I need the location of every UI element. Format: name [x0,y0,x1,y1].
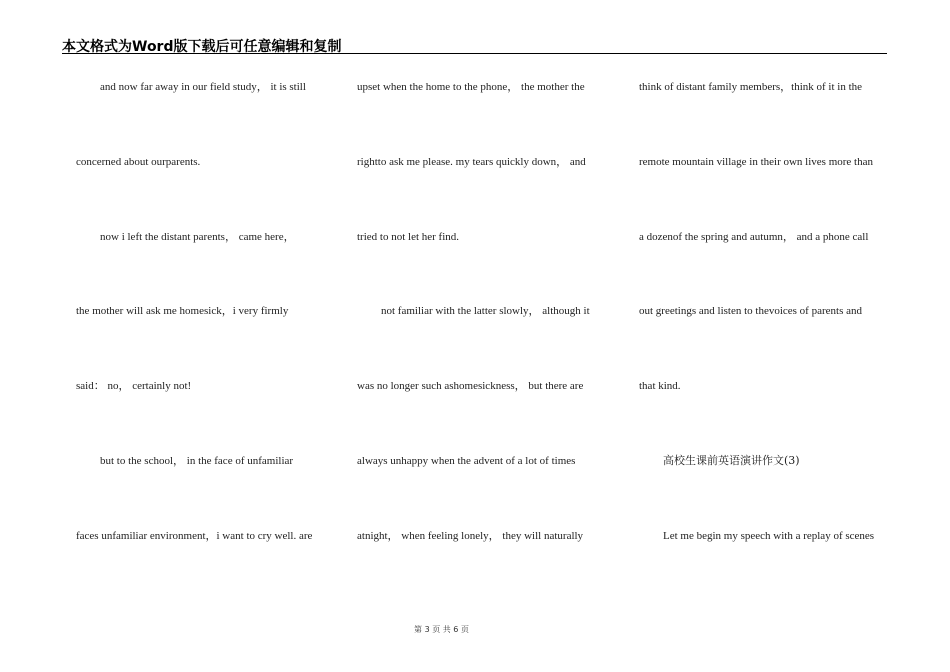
text-line: the mother will ask me homesick，i very firmly [76,305,289,317]
text-line: now i left the distant parents， came here， [100,231,295,243]
text-line: think of distant family members，think of it in the [639,81,863,93]
text-line: remote mountain village in their own lives more than [639,156,873,168]
text-line: and now far away in our field study， it is still [100,81,306,93]
text-line: tried to not let her find. [357,231,460,243]
text-line: atnight， when feeling lonely， they will naturally [357,530,584,542]
text-line: rightto ask me please. my tears quickly down， and [357,156,586,168]
text-line: always unhappy when the advent of a lot of times [357,455,576,467]
page-number: 第 3 页 共 6 页 [414,625,469,634]
text-line: out greetings and listen to thevoices of parents and [639,305,862,317]
text-line: that kind. [639,380,681,392]
header-rule [62,53,887,54]
text-line: said： no， certainly not! [76,380,192,392]
text-line: but to the school， in the face of unfamiliar [100,455,294,467]
text-line: not familiar with the latter slowly， although it [381,305,590,317]
text-line: concerned about ourparents. [76,156,201,168]
page-header-title: 本文格式为Word版下载后可任意编辑和复制 [62,39,342,55]
text-line: was no longer such ashomesickness， but there are [357,380,584,392]
text-line: upset when the home to the phone， the mother the [357,81,585,93]
text-line: Let me begin my speech with a replay of scenes [663,530,875,542]
text-line: a dozenof the spring and autumn， and a phone call [639,231,869,243]
section-heading: 高校生课前英语演讲作文(3) [663,454,800,467]
text-line: faces unfamiliar environment，i want to cry well. are [76,530,313,542]
